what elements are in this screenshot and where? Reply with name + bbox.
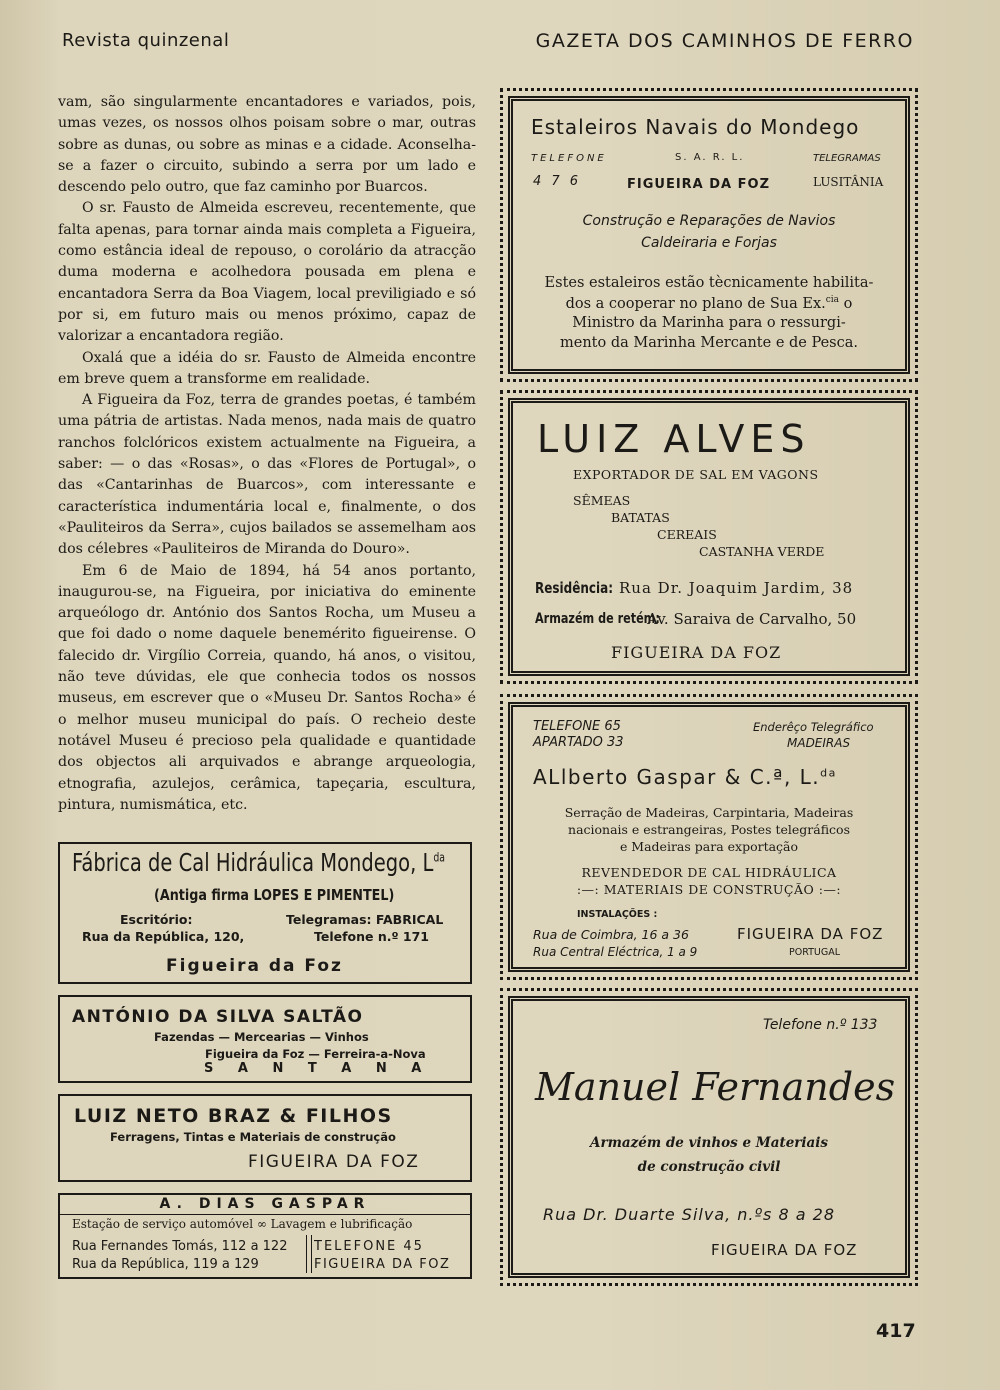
manuel-city: FIGUEIRA DA FOZ bbox=[711, 1241, 858, 1259]
alberto-resale-1: REVENDEDOR DE CAL HIDRÁULICA bbox=[581, 865, 837, 880]
estaleiros-text-1: Estes estaleiros estão tècnicamente habilita- bbox=[544, 275, 874, 291]
saltao-places: Figueira da Foz — Ferreira-a-Nova bbox=[205, 1047, 426, 1061]
fabrica-name: Fábrica de Cal Hidráulica Mondego, L bbox=[72, 848, 434, 877]
alberto-desc-2: nacionais e estrangeiras, Postes telegráficos bbox=[568, 822, 850, 837]
luiz-alves-residence-label: Residência: bbox=[535, 579, 614, 597]
fabrica-office-label: Escritório: bbox=[120, 912, 193, 927]
manuel-desc-2: de construção civil bbox=[637, 1159, 781, 1175]
dias-divider bbox=[306, 1235, 312, 1273]
page-number: 417 bbox=[876, 1320, 916, 1342]
alberto-city: FIGUEIRA DA FOZ bbox=[737, 925, 884, 943]
estaleiros-telegram-label: TELEGRAMAS bbox=[813, 153, 881, 164]
saltao-goods: Fazendas — Mercearias — Vinhos bbox=[154, 1030, 369, 1044]
estaleiros-tel-number: 4 7 6 bbox=[533, 174, 582, 189]
ad-manuel-fernandes bbox=[508, 996, 910, 1278]
fabrica-phone: Telefone n.º 171 bbox=[314, 929, 430, 944]
luiz-alves-name: LUIZ ALVES bbox=[537, 417, 811, 461]
alberto-telegraph-address: MADEIRAS bbox=[787, 736, 851, 750]
ad-braz bbox=[58, 1094, 472, 1182]
estaleiros-sarl: S. A. R. L. bbox=[675, 152, 745, 163]
manuel-phone: Telefone n.º 133 bbox=[763, 1017, 878, 1033]
ad-alberto-gaspar bbox=[508, 702, 910, 972]
saltao-name: ANTÓNIO DA SILVA SALTÃO bbox=[72, 1007, 364, 1027]
alberto-desc-3: e Madeiras para exportação bbox=[619, 839, 799, 854]
luiz-alves-item-3: CEREAIS bbox=[657, 527, 717, 542]
saltao-santana: S A N T A N A bbox=[204, 1061, 432, 1076]
alberto-installations-label: INSTALAÇÕES : bbox=[577, 909, 658, 920]
luiz-alves-subtitle: EXPORTADOR DE SAL EM VAGONS bbox=[573, 467, 819, 482]
ad-saltao bbox=[58, 995, 472, 1083]
estaleiros-text-2-sup: cia bbox=[825, 295, 840, 305]
luiz-alves-warehouse-address: Av. Saraiva de Carvalho, 50 bbox=[647, 610, 857, 628]
ad-dias-gaspar bbox=[58, 1193, 472, 1279]
dias-address-2: Rua da República, 119 a 129 bbox=[72, 1257, 259, 1272]
luiz-alves-residence-address: Rua Dr. Joaquim Jardim, 38 bbox=[619, 579, 854, 597]
luiz-alves-city: FIGUEIRA DA FOZ bbox=[611, 643, 782, 662]
alberto-country: PORTUGAL bbox=[789, 947, 841, 958]
alberto-installation-1: Rua de Coimbra, 16 a 36 bbox=[533, 927, 689, 942]
ad-fabrica-cal bbox=[58, 842, 472, 984]
braz-goods: Ferragens, Tintas e Materiais de construção bbox=[110, 1130, 396, 1144]
ad-estaleiros bbox=[508, 96, 910, 374]
fabrica-former: (Antiga firma LOPES E PIMENTEL) bbox=[154, 886, 395, 904]
estaleiros-text-3: Ministro da Marinha para o ressurgi- bbox=[572, 315, 846, 331]
alberto-name bbox=[533, 765, 837, 789]
estaleiros-telegram: LUSITÂNIA bbox=[813, 175, 884, 189]
alberto-telegraph-label: Enderêço Telegráfico bbox=[753, 720, 874, 734]
article-paragraph: A Figueira da Foz, terra de grandes poetas, é também uma pátria de artistas. Nada menos, nada mais de quatro ranchos folclóricos existem actualmente na Figueira, a saber: — o das «Rosas», o das «Flores de Portugal», o das «Cantarinhas de Buarcos», com interessante e característica indumentária local e, finalmente, o dos «Pauliteiros da Serra», cujos bailados se assemelham aos dos célebres «Pauliteiros de Miranda do Douro». bbox=[58, 392, 476, 558]
alberto-resale-2: :—: MATERIAIS DE CONSTRUÇÃO :—: bbox=[576, 882, 842, 897]
estaleiros-tel-label: TELEFONE bbox=[531, 153, 607, 164]
manuel-name: Manuel Fernandes bbox=[535, 1065, 896, 1109]
luiz-alves-item-2: BATATAS bbox=[611, 510, 670, 525]
dias-service: Estação de serviço automóvel ∞ Lavagem e lubrificação bbox=[72, 1217, 413, 1231]
dias-address-1: Rua Fernandes Tomás, 112 a 122 bbox=[72, 1239, 288, 1254]
alberto-phone: TELEFONE 65 bbox=[533, 719, 621, 734]
article-column bbox=[58, 92, 476, 816]
header-left: Revista quinzenal bbox=[62, 30, 230, 51]
article-paragraph: vam, são singularmente encantadores e variados, pois, umas vezes, os nossos olhos poisam sobre o mar, outras sobre as dunas, ou sobre as minas e a cidade. Aconselha-se a fazer o circuito, subindo a serra por um lado e descendo pelo outro, que faz caminho por Buarcos. bbox=[58, 94, 476, 196]
dias-name: A. DIAS GASPAR bbox=[159, 1196, 371, 1212]
fabrica-office-address: Rua da República, 120, bbox=[82, 929, 245, 944]
article-paragraph: O sr. Fausto de Almeida escreveu, recentemente, que falta apenas, para tornar ainda mais completa a Figueira, como estância ideal de repouso, o corolário da atracção duma moderna e acolhedora pousada em plena e encantadora Serra da Boa Viagem, local previligiado e só por si, em futuro mais ou menos próximo, capaz de valorizar a encantadora região. bbox=[58, 200, 476, 345]
luiz-alves-item-1: SÊMEAS bbox=[573, 493, 631, 508]
alberto-name-sup: da bbox=[820, 766, 837, 780]
estaleiros-service-2: Caldeiraria e Forjas bbox=[641, 235, 777, 251]
alberto-name-text: ALlberto Gaspar & C.ª, L. bbox=[533, 765, 821, 789]
estaleiros-text-4: mento da Marinha Mercante e de Pesca. bbox=[559, 335, 858, 351]
estaleiros-text-2 bbox=[513, 295, 905, 312]
estaleiros-text-2a: dos a cooperar no plano de Sua Ex. bbox=[565, 295, 826, 312]
braz-city: FIGUEIRA DA FOZ bbox=[248, 1152, 420, 1172]
alberto-desc-1: Serração de Madeiras, Carpintaria, Madeiras bbox=[564, 805, 854, 820]
braz-name: LUIZ NETO BRAZ & FILHOS bbox=[74, 1105, 393, 1127]
manuel-address: Rua Dr. Duarte Silva, n.ºs 8 a 28 bbox=[543, 1205, 835, 1224]
estaleiros-text-2b: o bbox=[839, 295, 853, 312]
header-right: GAZETA DOS CAMINHOS DE FERRO bbox=[535, 30, 914, 52]
luiz-alves-item-4: CASTANHA VERDE bbox=[699, 544, 825, 559]
fabrica-city: Figueira da Foz bbox=[166, 956, 343, 976]
estaleiros-service-1: Construção e Reparações de Navios bbox=[582, 213, 836, 229]
alberto-installation-2: Rua Central Eléctrica, 1 a 9 bbox=[533, 945, 698, 959]
estaleiros-city: FIGUEIRA DA FOZ bbox=[627, 177, 770, 192]
manuel-desc-1: Armazém de vinhos e Materiais bbox=[589, 1135, 829, 1151]
fabrica-name-sup: da bbox=[433, 850, 446, 865]
dias-phone: TELEFONE 45 bbox=[314, 1239, 424, 1254]
article-paragraph: Oxalá que a idéia do sr. Fausto de Almeida encontre em breve quem a transforme em realidade. bbox=[58, 349, 476, 387]
estaleiros-name: Estaleiros Navais do Mondego bbox=[531, 115, 860, 139]
luiz-alves-warehouse-label: Armazém de retém: bbox=[535, 611, 660, 627]
fabrica-telegram: Telegramas: FABRICAL bbox=[286, 912, 444, 927]
alberto-pobox: APARTADO 33 bbox=[533, 735, 624, 750]
article-paragraph: Em 6 de Maio de 1894, há 54 anos portanto, inaugurou-se, na Figueira, por iniciativa do eminente arqueólogo dr. António dos Santos Rocha, um Museu a que foi dado o nome daquele benemérito figueirense. O falecido dr. Virgílio Correia, quando, há anos, o visitou, não teve dúvidas, ele que conhecia todos os nossos museus, em escrever que o «Museu Dr. Santos Rocha» é o melhor museu municipal do país. O recheio deste notável Museu é precioso pela qualidade e quantidade dos objectos ali arquivados e abrange arqueologia, etnografia, azulejos, cerâmica, tapeçaria, escultura, pintura, numismática, etc. bbox=[58, 562, 476, 813]
ad-luiz-alves bbox=[508, 398, 910, 676]
dias-city: FIGUEIRA DA FOZ bbox=[314, 1257, 451, 1272]
